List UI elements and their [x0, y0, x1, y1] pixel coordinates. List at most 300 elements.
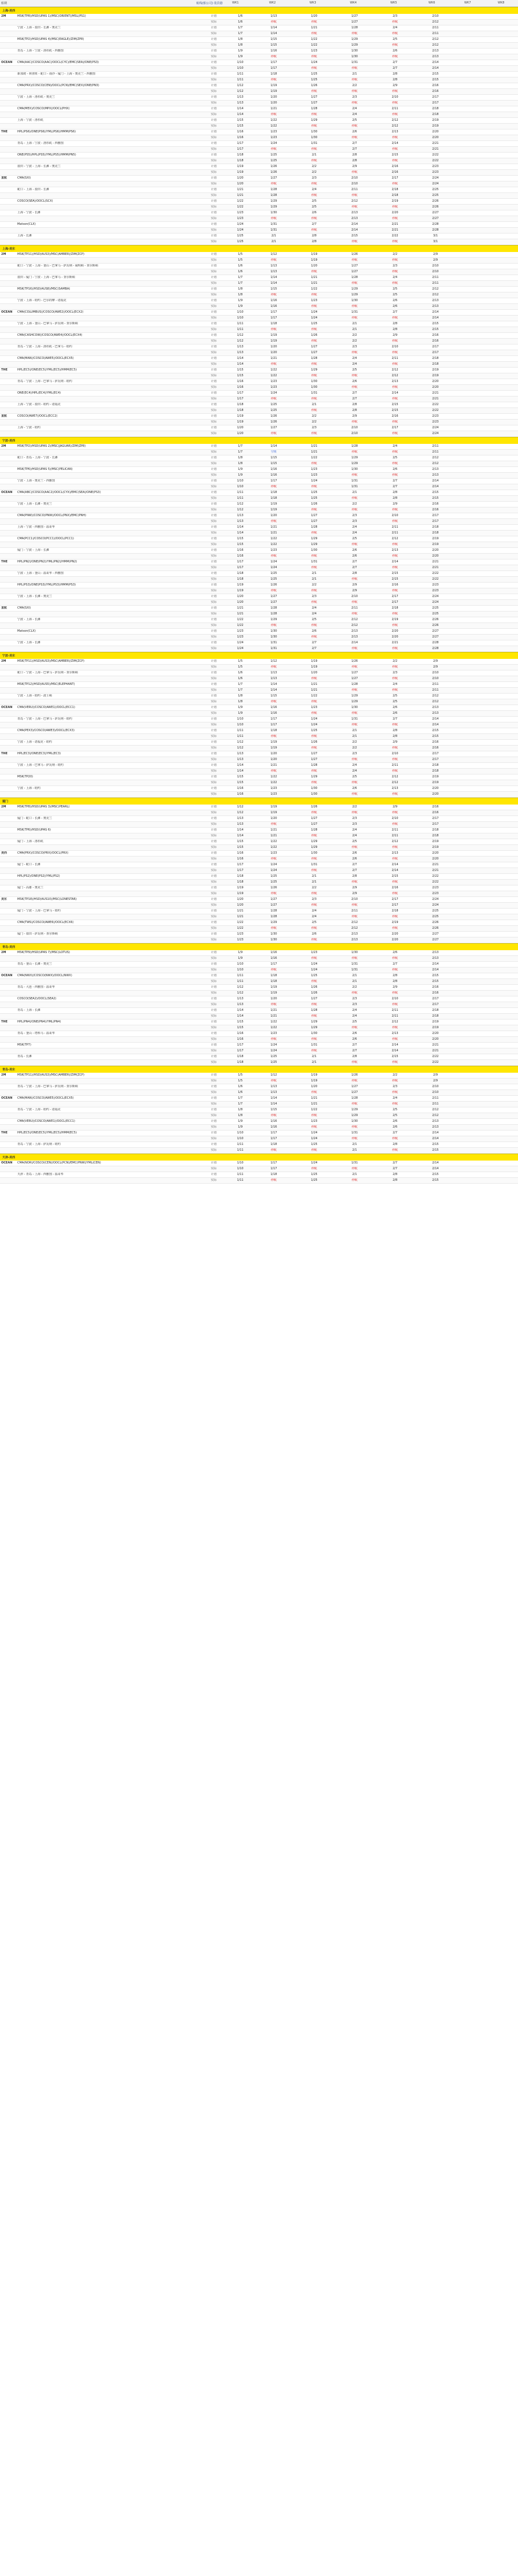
week-cell: 1/20	[270, 514, 277, 517]
week-cell: 1/19	[237, 589, 244, 592]
week-cell: 1/5	[237, 665, 243, 669]
week-cell: 1/15	[270, 38, 277, 41]
service-name[interactable]: CMA(COLUMBUS)/COSCO(AWE2)/OOCL(ECX2)	[17, 310, 84, 314]
service-name[interactable]: 厦门 - 高雄 - 奥克兰	[17, 886, 43, 889]
week-cell: 停航	[392, 32, 398, 35]
row-type-label: 实际	[211, 822, 217, 826]
week-cell: 1/22	[270, 543, 277, 546]
week-cell: 停航	[351, 351, 357, 354]
week-cell: 1/20	[270, 95, 277, 99]
week-cell: 2/22	[432, 572, 439, 575]
service-name[interactable]: CMA(VERU)/COSCO(AWE1)/OOCL(ECC1)	[17, 706, 75, 709]
service-name[interactable]: 厦门 - 蛇口 - 长滩 - 奥克兰	[17, 817, 52, 820]
week-cell: 2/9	[392, 502, 398, 506]
week-cell: 2/11	[432, 32, 439, 35]
week-cell: 1/5	[237, 258, 243, 262]
service-name[interactable]: 宁波 - 上海 - 盐田 - 长滩 - 奥克兰	[17, 26, 61, 29]
week-cell: 2/11	[392, 828, 398, 832]
week-cell: 停航	[392, 386, 398, 389]
service-name[interactable]: 青岛 - 长滩	[17, 1055, 32, 1058]
week-cell: 2/13	[392, 380, 398, 383]
service-name[interactable]: MSK(TP11)/HSD(AUS3)/MSC(AMBER)/ZIM(ZCP)	[17, 253, 84, 256]
service-name[interactable]: CMA(ABC)/COSCO(AAC2)/OOCL(CYX)/EMC(SEA)/ONE(PS3)	[17, 491, 101, 494]
week-cell: 2/3	[392, 264, 398, 268]
week-cell: 1/31	[311, 142, 318, 145]
service-name[interactable]: MSK(TP8)/HSD(UPAS 3)/MSC(PEARL)	[17, 805, 70, 809]
week-cell: 1/13	[237, 351, 244, 354]
week-cell: 1/18	[270, 496, 277, 500]
week-cell: 1/13	[237, 101, 244, 105]
week-cell: 1/15	[237, 118, 244, 122]
service-name[interactable]: 宁波 - 上海 - 巴拿马 - 萨瓦纳 - 纽约	[17, 763, 64, 767]
service-name[interactable]: 蛇口 - 宁波 - 上海 - 釜山 - 巴拿马 - 萨瓦纳 - 威明顿 - 查尔斯顿	[17, 264, 98, 268]
week-cell: 2/13	[351, 217, 358, 220]
service-name[interactable]: 宁波 - 上海 - 纽约 - 巴尔的摩 - 诺福克	[17, 299, 66, 302]
week-cell: 1/15	[237, 537, 244, 540]
week-cell: 2/19	[432, 124, 439, 128]
service-name[interactable]: HPL(PS3)/ONE(PS3)/YML(PS3)/HMM(PS3)	[17, 583, 76, 587]
carrier-alliance-label: OCEAN	[1, 61, 13, 64]
table-row	[0, 385, 518, 391]
service-name[interactable]: MSK(TP11)/HSD(AUS3)/MSC(AMBER)/ZIM(ZCP)	[17, 1073, 84, 1077]
carrier-alliance-label: THE	[1, 368, 8, 372]
week-cell: 1/27	[351, 20, 358, 24]
service-name[interactable]: CMA(CASHCOW)/COSCO(AWE4)/OOCL(ECX4)	[17, 333, 83, 337]
service-name[interactable]: 上海 - 宁波 - 长滩	[17, 211, 40, 214]
table-row	[0, 193, 518, 199]
row-type-label: 计划	[211, 299, 217, 302]
week-cell: 停航	[392, 351, 398, 354]
week-cell: 1/13	[270, 14, 277, 18]
service-name[interactable]: 青岛 - 宁波 - 上海 - 萨瓦纳 - 纽约	[17, 1143, 61, 1146]
week-cell: 2/21	[392, 223, 398, 226]
week-cell: 1/15	[270, 287, 277, 291]
service-name[interactable]: CMA(PRX)/COSCO(CEN)/OOCL(PCN)/EMC(SEX)/ONE(PN3)	[17, 84, 99, 87]
service-name[interactable]: HPL(EC3)/ONE(EC3)/YML(EC3)	[17, 752, 61, 755]
table-row	[0, 513, 518, 519]
row-type-label: 计划	[211, 729, 217, 732]
week-cell: 停航	[351, 258, 357, 262]
week-cell: 2/14	[351, 641, 358, 644]
week-cell: 1/16	[237, 548, 244, 552]
service-name[interactable]: 厦门 - 宁波 - 上海 - 巴拿马 - 纽约	[17, 909, 61, 913]
week-cell: 2/5	[352, 537, 357, 540]
week-cell: 停航	[392, 957, 398, 960]
week-cell: 停航	[311, 20, 317, 24]
service-name[interactable]: 青岛 - 釜山 - 长滩 - 奥克兰	[17, 962, 52, 966]
week-cell: 2/16	[392, 171, 398, 174]
service-name[interactable]: 青岛 - 上海 - 长滩	[17, 1009, 40, 1012]
service-name[interactable]: 青岛 - 大连 - 西雅图 - 温哥华	[17, 985, 55, 989]
week-cell: 2/2	[352, 502, 357, 506]
service-name[interactable]: CMA(PEX3)/COSCO(AWE3)/OOCL(ECX3)	[17, 729, 74, 732]
week-cell: 2/7	[352, 1049, 357, 1052]
week-cell: 2/7	[352, 1043, 357, 1047]
service-name[interactable]: 蛇口 - 青岛 - 上海 - 宁波 - 长滩	[17, 456, 58, 459]
week-cell: 2/20	[432, 787, 439, 790]
week-cell: 1/10	[237, 1161, 244, 1165]
week-cell: 2/20	[392, 629, 398, 633]
service-name[interactable]: 青岛 - 宁波 - 上海 - 巴拿马 - 萨瓦纳 - 纽约	[17, 380, 72, 383]
week-cell: 1/10	[237, 1137, 244, 1140]
week-cell: 2/10	[392, 817, 398, 820]
service-name[interactable]: 宁波 - 上海 - 长滩 - 奥克兰	[17, 502, 52, 506]
week-cell: 停航	[351, 957, 357, 960]
row-type-label: 计划	[211, 840, 217, 843]
service-name[interactable]: COSCO(SEA2)/OOCL(SEA2)	[17, 997, 57, 1000]
week-cell: 1/14	[237, 1014, 244, 1018]
week-cell: 1/11	[237, 328, 244, 331]
service-name[interactable]: 上海 - 长滩	[17, 234, 32, 238]
service-name[interactable]: 盐田 - 宁波 - 上海 - 长滩 - 奥克兰	[17, 165, 61, 168]
week-cell: 2/20	[432, 548, 439, 552]
week-cell: 停航	[311, 182, 317, 186]
table-row	[0, 1113, 518, 1119]
week-cell: 2/3	[392, 1085, 398, 1088]
week-cell: 2/14	[432, 485, 439, 488]
service-name[interactable]: HPL(PS6)/ONE(PS6)/YML(PS6)/HMM(PS6)	[17, 130, 76, 134]
row-type-label: 计划	[211, 572, 217, 575]
week-cell: 1/18	[270, 1143, 277, 1146]
week-cell: 1/29	[270, 921, 277, 924]
week-cell: 停航	[311, 926, 317, 930]
service-name[interactable]: 蛇口 - 宁波 - 上海 - 巴拿马 - 萨瓦纳 - 查尔斯顿	[17, 671, 78, 674]
week-cell: 1/16	[270, 1125, 277, 1129]
service-name[interactable]: CMA(PNW)/COSCO(PNW)/OOCL(PNX)/EMC(PNH)	[17, 514, 87, 517]
carrier-alliance-label: OCEAN	[1, 1161, 13, 1165]
service-name[interactable]: CMA(MAN)/COSCO(AWE5)/OOCL(ECX5)	[17, 357, 74, 360]
service-name[interactable]: CMA(NOR)/COSCO(CEN)/OOCL(PCN)/EMC(PNW)/YML(CEN)	[17, 1161, 101, 1165]
service-name[interactable]: 厦门 - 宁波 - 上海 - 长滩	[17, 548, 49, 552]
service-name[interactable]: MSK(TP20)	[17, 775, 33, 779]
week-cell: 停航	[351, 32, 357, 35]
service-name[interactable]: HPL(PN2)/ONE(PN2)/YML(PN2)/HMM(PN2)	[17, 560, 77, 564]
week-cell: 2/14	[432, 1167, 439, 1170]
table-row	[0, 903, 518, 909]
week-cell: 2/18	[392, 194, 398, 197]
week-cell: 2/16	[392, 414, 398, 418]
week-cell: 1/7	[237, 32, 243, 35]
week-cell: 停航	[351, 496, 357, 500]
service-name[interactable]: CMA(PCC1)/COSCO(PCC1)/OOCL(PCC1)	[17, 537, 74, 540]
week-cell: 1/26	[311, 333, 318, 337]
week-cell: 1/9	[237, 1120, 243, 1123]
service-name[interactable]: MSK(TP8)/HSD(UPAS 1)/MSC(ORIENT)/MSL(PS1)	[17, 14, 86, 18]
table-row	[0, 281, 518, 287]
week-cell: 1/22	[270, 840, 277, 843]
week-cell: 2/18	[432, 362, 439, 366]
week-cell: 2/1	[352, 1148, 357, 1152]
week-cell: 1/7	[237, 450, 243, 454]
service-name[interactable]: MSK(TP12)/HSD(AUS5)/MSC(ELEPHANT)	[17, 683, 75, 686]
service-name[interactable]: 厦门 - 上海 - 洛杉矶	[17, 840, 43, 843]
service-name[interactable]: 青岛 - 宁波 - 上海 - 纽约 - 诺福克	[17, 1108, 61, 1111]
week-cell: 2/16	[432, 991, 439, 995]
week-cell: 1/19	[311, 258, 318, 262]
week-cell: 2/8	[311, 234, 317, 238]
row-type-label: 实际	[211, 240, 217, 243]
table-row	[0, 559, 518, 565]
week-cell: 停航	[392, 316, 398, 320]
week-cell: 1/15	[237, 1020, 244, 1024]
row-type-label: 计划	[211, 165, 217, 168]
row-type-label: 实际	[211, 531, 217, 535]
week-cell: 1/24	[311, 962, 318, 966]
row-type-label: 计划	[211, 95, 217, 99]
week-cell: 2/15	[432, 328, 439, 331]
week-cell: 1/23	[270, 136, 277, 139]
row-type-label: 实际	[211, 159, 217, 162]
week-cell: 2/4	[352, 763, 357, 767]
week-cell: 2/2	[352, 746, 357, 750]
week-cell: 2/10	[351, 426, 358, 429]
week-cell: 1/22	[311, 456, 318, 459]
service-name[interactable]: 青岛 - 上海 - 宁波 - 洛杉矶 - 西雅图	[17, 49, 64, 53]
row-type-label: 实际	[211, 258, 217, 262]
week-cell: 1/15	[237, 775, 244, 779]
week-cell: 1/24	[237, 647, 244, 650]
service-name[interactable]: 青岛 - 釜山 - 塔科马 - 温哥华	[17, 1032, 55, 1035]
service-name[interactable]: 宁波 - 上海 - 长滩 - 奥克兰	[17, 595, 52, 598]
service-name[interactable]: CMA(AAC)/COSCO(AAC)/OOCL(CYC)/EMC(SEA)/ONE(PS3)	[17, 61, 99, 64]
week-cell: 2/21	[432, 397, 439, 401]
carrier-alliance-label: OCEAN	[1, 706, 13, 709]
week-cell: 1/14	[237, 828, 244, 832]
week-cell: 1/15	[270, 694, 277, 698]
row-type-label: 计划	[211, 426, 217, 429]
week-cell: 1/25	[270, 572, 277, 575]
week-cell: 1/16	[270, 957, 277, 960]
service-name[interactable]: 青岛 - 上海 - 宁波 - 洛杉矶 - 西雅图	[17, 142, 64, 145]
service-name[interactable]: COSCO(SEA)/OOCL(SCX)	[17, 199, 53, 203]
service-name[interactable]: CMA(NWX)/COSCO(NWX)/OOCL(NWX)	[17, 974, 72, 977]
week-cell: 1/15	[237, 1026, 244, 1029]
week-cell: 1/17	[270, 717, 277, 721]
week-cell: 停航	[392, 473, 398, 477]
week-cell: 1/25	[270, 1061, 277, 1064]
week-cell: 2/5	[352, 368, 357, 372]
service-name[interactable]: 宁波 - 上海 - 釜山 - 巴拿马 - 萨瓦纳 - 查尔斯顿	[17, 322, 78, 325]
table-row	[0, 805, 518, 810]
service-name[interactable]: 上海 - 宁波 - 纽约	[17, 426, 40, 429]
service-name[interactable]: CMA(SXI)	[17, 176, 31, 180]
table-row	[0, 1020, 518, 1025]
week-cell: 停航	[270, 589, 277, 592]
row-type-label: 计划	[211, 817, 217, 820]
week-cell: 2/2	[392, 659, 398, 663]
service-name[interactable]: 上海 - 宁波 - 洛杉矶	[17, 118, 43, 122]
week-cell: 1/11	[237, 974, 244, 977]
service-name[interactable]: ONE(PS5)/HPL(PS5)/YML(PS5)/HMM(PN5)	[17, 153, 76, 157]
week-cell: 2/16	[392, 886, 398, 889]
week-cell: 2/1	[352, 735, 357, 738]
service-name[interactable]: CMA(TWS)/COSCO(AWE6)/OOCL(ECX6)	[17, 921, 74, 924]
service-name[interactable]: CMA(MEX)/COSCO(MPX)/OOCL(PHX)	[17, 107, 70, 110]
table-row	[0, 396, 518, 402]
week-cell: 1/23	[270, 851, 277, 855]
service-name[interactable]: 盐田 - 厦门 - 宁波 - 上海 - 巴拿马 - 查尔斯顿	[17, 276, 75, 279]
week-cell: 1/20	[311, 1085, 318, 1088]
service-name[interactable]: ONE(EC4)/HPL(EC4)/YML(EC4)	[17, 391, 61, 395]
week-cell: 2/9	[352, 886, 357, 889]
week-cell: 停航	[311, 857, 317, 861]
service-name[interactable]: HPL(PS2)/ONE(PS2)/YML(PS2)	[17, 874, 60, 878]
service-name[interactable]: HPL(PN4)/ONE(PN4)/YML(PN4)	[17, 1020, 61, 1024]
week-cell: 停航	[270, 1037, 277, 1041]
row-type-label: 实际	[211, 1148, 217, 1152]
row-type-label: 实际	[211, 1026, 217, 1029]
service-name[interactable]: HPL(EC5)/ONE(EC5)/YML(EC5)/HMM(EC5)	[17, 368, 77, 372]
week-cell: 2/11	[392, 531, 398, 535]
service-name[interactable]: 厦门 - 蛇口 - 长滩	[17, 863, 40, 866]
table-row	[0, 95, 518, 101]
row-type-label: 计划	[211, 787, 217, 790]
week-cell: 2/14	[392, 391, 398, 395]
service-name[interactable]: MSK(TP2)/HSD(UPAS 4)/MSC(EAGLE)/ZIM(ZP8)	[17, 38, 84, 41]
service-name[interactable]: MSK(TP6)/HSD(UPAS 6)	[17, 828, 51, 832]
week-cell: 2/17	[432, 758, 439, 761]
table-row	[0, 199, 518, 205]
week-cell: 2/14	[392, 560, 398, 564]
table-row	[0, 763, 518, 769]
week-cell: 2/12	[351, 618, 358, 621]
service-name[interactable]: 青岛 - 宁波 - 上海 - 巴拿马 - 萨瓦纳 - 查尔斯顿	[17, 1085, 78, 1088]
week-cell: 停航	[392, 217, 398, 220]
service-name[interactable]: 宁波 - 上海 - 纽约 - 波士顿	[17, 694, 52, 698]
week-cell: 2/4	[311, 612, 317, 616]
service-name[interactable]: CMA(MAN)/COSCO(AWE5)/OOCL(ECX5)	[17, 1096, 74, 1100]
week-cell: 2/10	[432, 1085, 439, 1088]
row-type-label: 计划	[211, 1009, 217, 1012]
service-name[interactable]: HPL(EC5)/ONE(EC5)/YML(EC5)/HMM(EC5)	[17, 1131, 77, 1135]
table-row	[0, 991, 518, 996]
row-type-label: 计划	[211, 49, 217, 53]
week-cell: 1/22	[311, 38, 318, 41]
table-row	[0, 1142, 518, 1148]
week-cell: 2/7	[311, 641, 317, 644]
section-title: 青岛-美东	[2, 1068, 16, 1072]
week-cell: 2/11	[392, 834, 398, 837]
table-row	[0, 862, 518, 868]
week-cell: 1/22	[270, 1020, 277, 1024]
week-cell: 1/21	[311, 683, 318, 686]
service-name[interactable]: 宁波 - 上海 - 奥克兰 - 西雅图	[17, 479, 55, 483]
service-name[interactable]: 宁波 - 上海 - 纽约	[17, 787, 40, 790]
row-type-label: 实际	[211, 1102, 217, 1106]
week-cell: 1/15	[270, 43, 277, 47]
row-type-label: 计划	[211, 253, 217, 256]
service-name[interactable]: CMA(SXI)	[17, 606, 31, 610]
carrier-alliance-label: 2M	[1, 805, 6, 809]
service-name[interactable]: 宁波 - 上海 - 诺福克 - 纽约	[17, 740, 52, 744]
service-name[interactable]: MSK(TP16)/HSD(AUS8)/MSC(SAMBA)	[17, 287, 70, 291]
week-cell: 2/20	[432, 554, 439, 558]
row-type-label: 计划	[211, 61, 217, 64]
week-cell: 停航	[311, 66, 317, 70]
service-name[interactable]: 青岛 - 宁波 - 上海 - 洛杉矶 - 巴拿马 - 纽约	[17, 345, 72, 349]
week-cell: 1/16	[237, 792, 244, 796]
week-cell: 2/8	[352, 153, 357, 157]
table-row	[0, 1078, 518, 1084]
row-type-label: 计划	[211, 1096, 217, 1100]
service-name[interactable]: MSK(TP18)/HSD(AUS10)/MSC(LONESTAR)	[17, 898, 77, 901]
row-type-label: 计划	[211, 199, 217, 203]
week-cell: 1/16	[270, 706, 277, 709]
service-name[interactable]: CMA(VERU)/COSCO(AWE1)/OOCL(ECC1)	[17, 1120, 75, 1123]
week-cell: 1/27	[270, 426, 277, 429]
service-name[interactable]: COSCO(AWE7)/OOCL(ECC2)	[17, 414, 58, 418]
week-cell: 1/23	[311, 951, 318, 954]
row-type-label: 计划	[211, 264, 217, 268]
service-name[interactable]: 天津 - 青岛 - 上海 - 西雅图 - 温哥华	[17, 1173, 64, 1176]
service-name[interactable]: MSK(TP7)	[17, 1043, 31, 1047]
week-cell: 1/17	[237, 566, 244, 569]
header-week-4: WK4	[350, 1, 357, 5]
week-cell: 2/9	[433, 253, 438, 256]
service-name[interactable]: 上海 - 宁波 - 盐田 - 纽约 - 诺福克	[17, 403, 61, 406]
week-cell: 停航	[351, 1125, 357, 1129]
service-name[interactable]: MSK(TP2)/HSD(UPAS 2)/MSC(JAGUAR)/ZIM(ZP8)	[17, 444, 86, 448]
week-cell: 1/25	[237, 234, 244, 238]
service-name[interactable]: Matson(CLX)	[17, 223, 36, 226]
week-cell: 1/20	[270, 817, 277, 820]
service-name[interactable]: Matson(CLX)	[17, 629, 36, 633]
service-name[interactable]: MSK(TP11)/HSD(AUS3)/MSC(AMBER)/ZIM(ZCP)	[17, 659, 84, 663]
week-cell: 停航	[392, 362, 398, 366]
row-type-label: 计划	[211, 595, 217, 598]
table-row	[0, 810, 518, 816]
week-cell: 停航	[270, 892, 277, 895]
week-cell: 1/16	[237, 787, 244, 790]
service-name[interactable]: 宁波 - 上海 - 釜山 - 温哥华 - 西雅图	[17, 572, 64, 575]
week-cell: 1/10	[237, 316, 244, 320]
table-row	[0, 298, 518, 304]
table-row	[0, 956, 518, 962]
table-row	[0, 1131, 518, 1136]
table-row	[0, 391, 518, 396]
row-type-label: 计划	[211, 629, 217, 633]
week-cell: 2/1	[352, 1143, 357, 1146]
service-name[interactable]: 蛇口 - 上海 - 盐田 - 长滩	[17, 188, 49, 191]
service-name[interactable]: 新加坡 - 林查班 - 蛇口 - 南沙 - 厦门 - 上海 - 奥克兰 - 西雅图	[17, 72, 95, 76]
table-row	[0, 181, 518, 187]
service-name[interactable]: 宁波 - 上海 - 长滩	[17, 618, 40, 621]
week-cell: 1/30	[351, 706, 358, 709]
week-cell: 1/9	[237, 299, 243, 302]
service-name[interactable]: 青岛 - 宁波 - 上海 - 巴拿马 - 萨瓦纳 - 纽约	[17, 717, 72, 721]
table-row	[0, 490, 518, 496]
week-cell: 2/1	[352, 322, 357, 325]
week-cell: 2/7	[352, 869, 357, 872]
week-cell: 2/8	[392, 974, 398, 977]
service-name[interactable]: 厦门 - 盐田 - 萨瓦纳 - 查尔斯顿	[17, 932, 58, 936]
week-cell: 1/25	[270, 159, 277, 162]
week-cell: 停航	[270, 432, 277, 435]
week-cell: 停航	[311, 328, 317, 331]
service-name[interactable]: MSK(TP6)/HSD(UPAS 5)/MSC(PELICAN)	[17, 468, 73, 471]
week-cell: 2/10	[351, 898, 358, 901]
service-name[interactable]: MSK(TP9)/HSD(UPAS 7)/MSC(LOTUS)	[17, 951, 70, 954]
service-name[interactable]: CMA(PRX)/COSCO(PRX)/OOCL(PRX)	[17, 851, 69, 855]
week-cell: 2/12	[432, 700, 439, 703]
service-name[interactable]: 宁波 - 上海 - 洛杉矶 - 奥克兰	[17, 95, 55, 99]
row-type-label: 计划	[211, 26, 217, 29]
service-name[interactable]: 宁波 - 上海 - 长滩	[17, 641, 40, 644]
week-cell: 2/4	[392, 1096, 398, 1100]
row-type-label: 计划	[211, 333, 217, 337]
service-name[interactable]: 上海 - 宁波 - 西雅图 - 温哥华	[17, 525, 55, 529]
week-cell: 2/4	[311, 909, 317, 913]
